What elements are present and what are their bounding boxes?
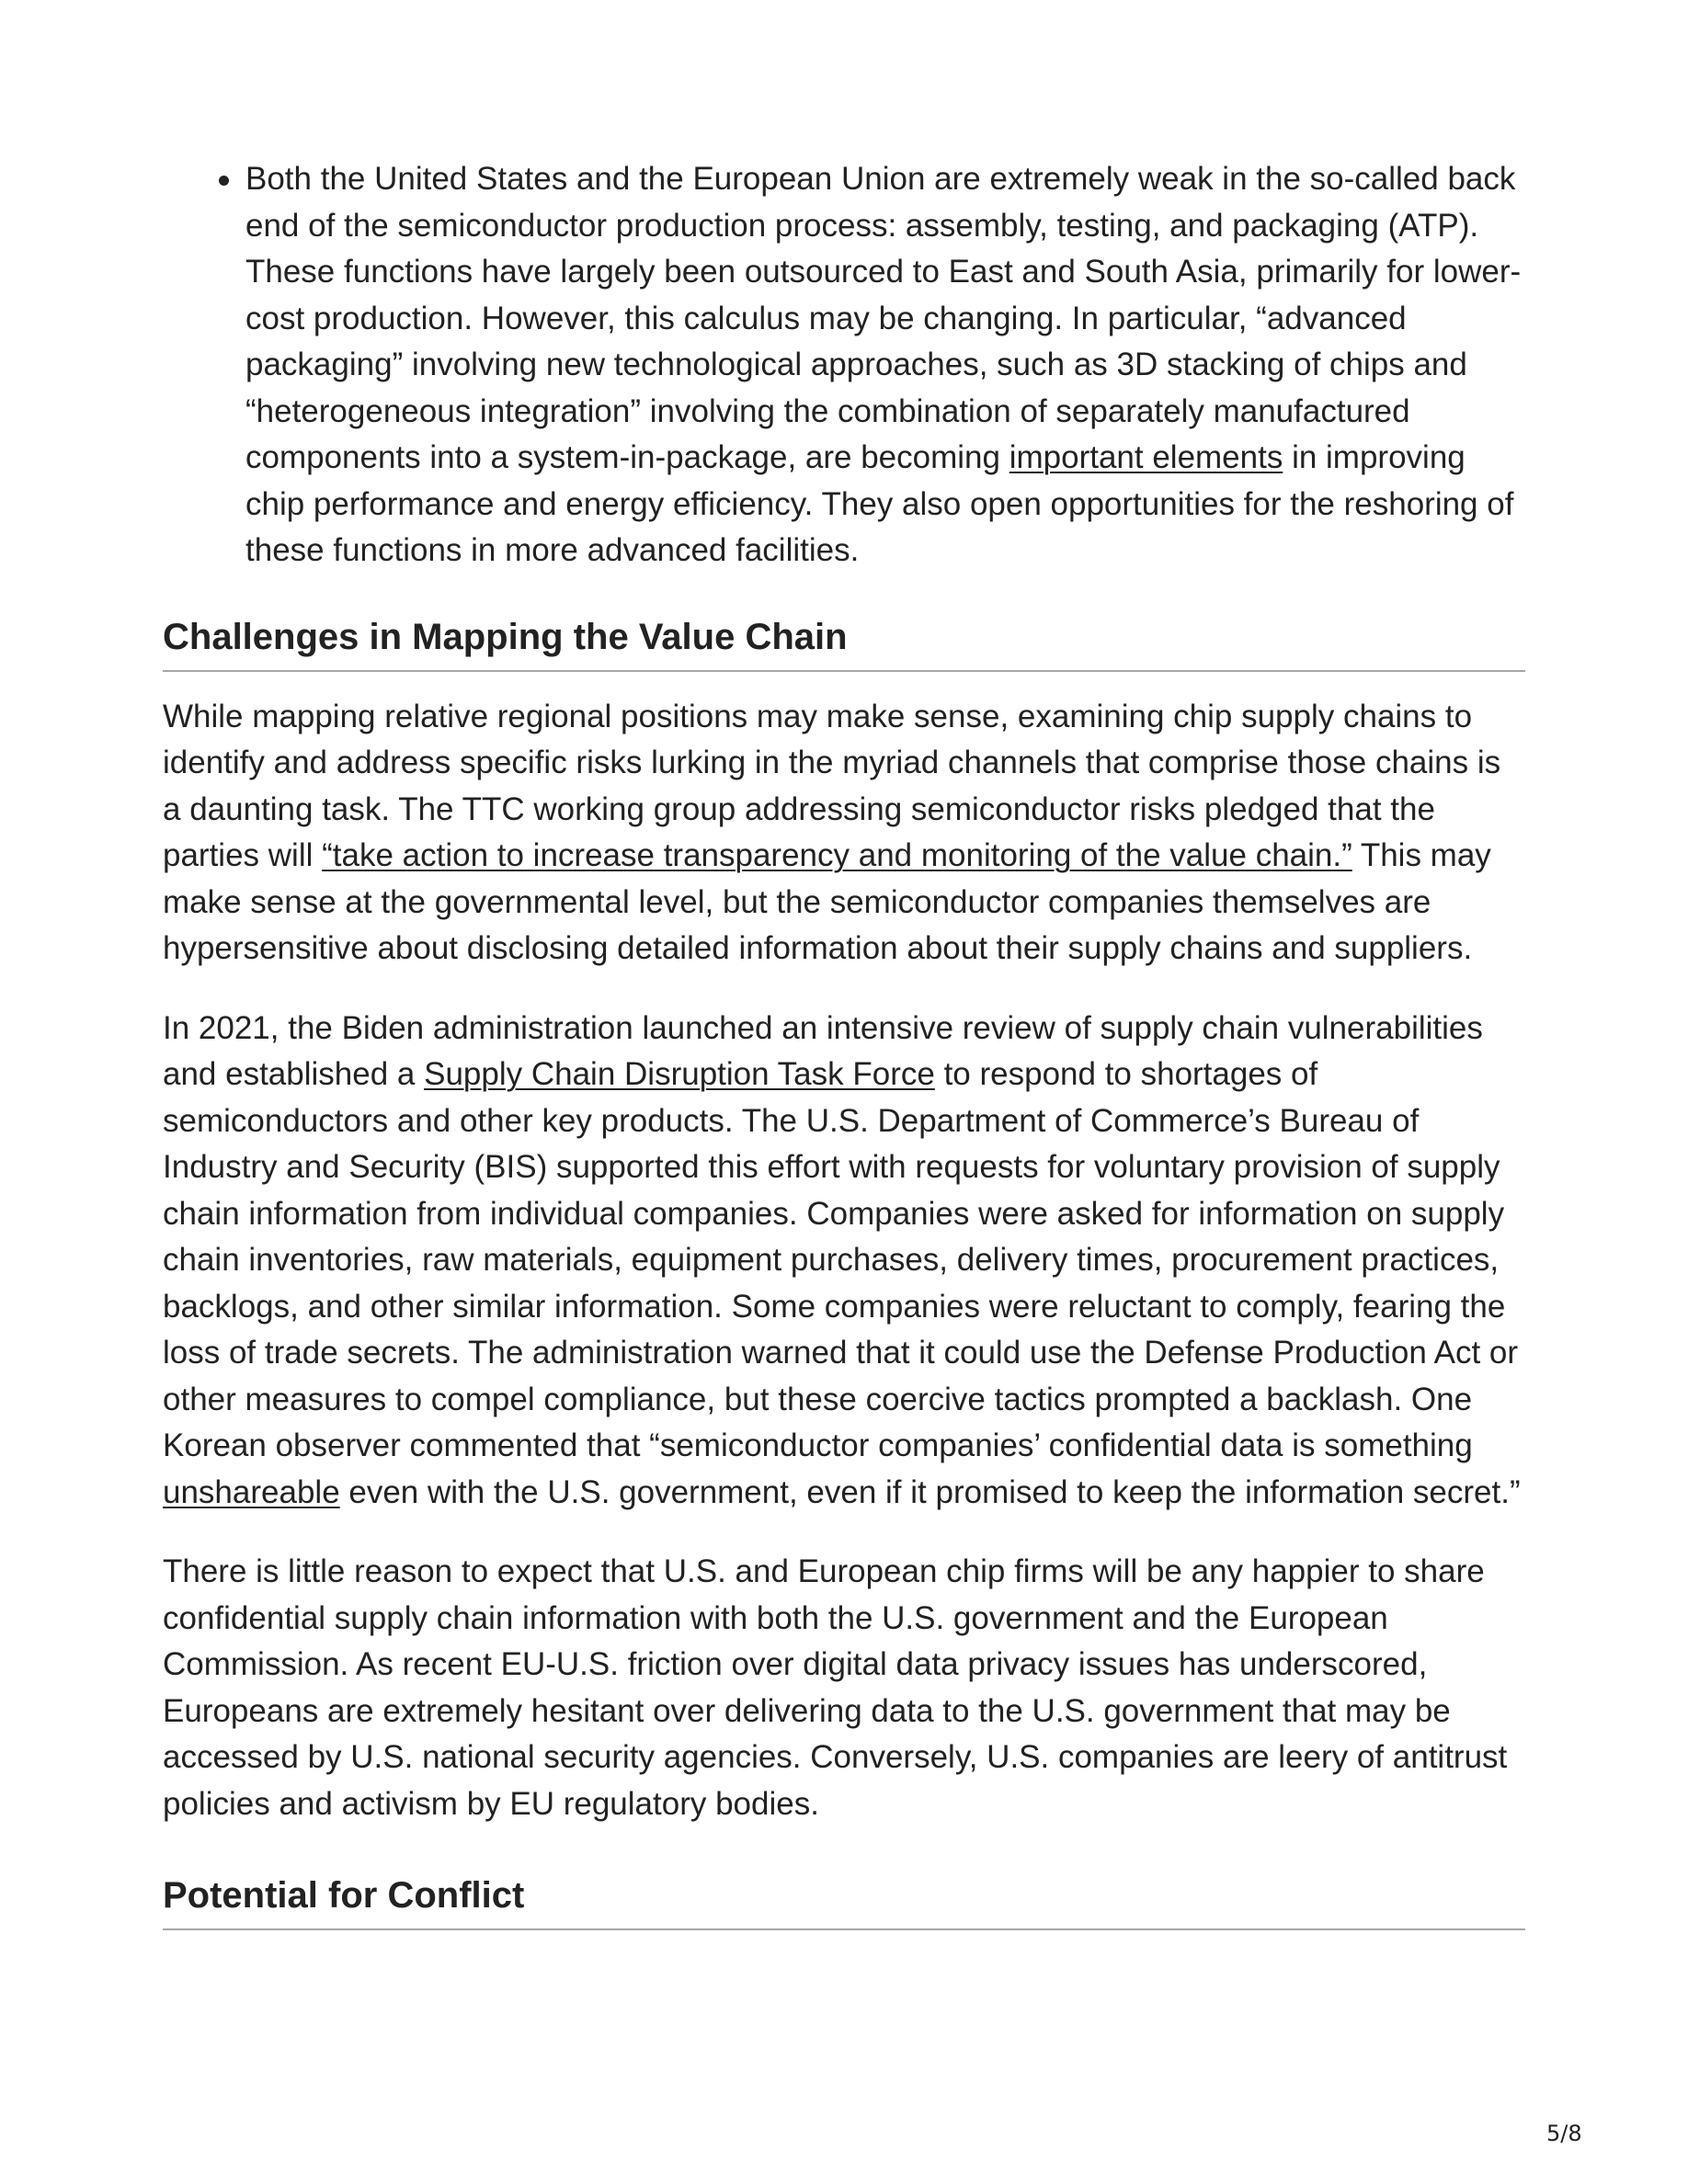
unshareable-link[interactable]: unshareable (163, 1473, 340, 1510)
article-body (163, 156, 1525, 1930)
list-item (245, 156, 1525, 574)
take-action-link[interactable]: “take action to increase transparency and monitoring of the value chain.” (322, 837, 1352, 873)
page-number: 5/8 (1546, 2121, 1582, 2146)
paragraph-2-text-middle: to respond to shortages of semiconductors and other key products. The U.S. Department of Commerce’s Bureau of Industry and Security (BIS) supported this effort with requests for voluntary provision of supply chain information from individual companies. Companies were asked for information on supply chain inventories, raw materials, equipment purchases, delivery times, procurement practices, backlogs, and other similar information. Some companies were reluctant to comply, fearing the loss of trade secrets. The administration warned that it could use the Defense Production Act or other measures to compel compliance, but these coercive tactics prompted a backlash. One Korean observer commented that “semiconductor companies’ confidential data is something (163, 1056, 1519, 1463)
bullet-list (163, 156, 1525, 574)
paragraph-1-text-after: This may make sense at the governmental level, but the semiconductor companies themselves are hypersensitive about disclosing detailed information about their supply chains and suppliers. (163, 837, 1491, 966)
section-heading-challenges: Challenges in Mapping the Value Chain (163, 611, 1525, 672)
paragraph-1 (163, 694, 1525, 973)
important-elements-link[interactable]: important elements (1009, 439, 1283, 475)
bullet-text-before: Both the United States and the European Union are extremely weak in the so-called back end of the semiconductor production process: assembly, testing, and packaging (ATP). These functions have largely been outsourced to East and South Asia, primarily for lower-cost production. However, this calculus may be changing. In particular, “advanced packaging” involving new technological approaches, such as 3D stacking of chips and “heterogeneous integration” involving the combination of separately manufactured components into a system-in-package, are becoming (245, 161, 1522, 475)
task-force-link[interactable]: Supply Chain Disruption Task Force (424, 1056, 935, 1092)
bullet-text-after: in improving chip performance and energy efficiency. They also open opportunities for the reshoring of these functions in more advanced facilities. (245, 439, 1514, 568)
paragraph-2-text-after: even with the U.S. government, even if it promised to keep the information secret.” (339, 1473, 1521, 1510)
paragraph-2-text-before: In 2021, the Biden administration launched an intensive review of supply chain vulnerabilities and established a (163, 1009, 1483, 1092)
paragraph-3: There is little reason to expect that U.S. and European chip firms will be any happier to share confidential supply chain information with both the U.S. government and the European Commission. As recent EU-U.S. friction over digital data privacy issues has underscored, Europeans are extremely hesitant over delivering data to the U.S. government that may be accessed by U.S. national security agencies. Conversely, U.S. companies are leery of antitrust policies and activism by EU regulatory bodies. (163, 1553, 1508, 1822)
section-heading-conflict: Potential for Conflict (163, 1870, 1525, 1930)
paragraph-2 (163, 1006, 1525, 1517)
paragraph-1-text-before: While mapping relative regional positions may make sense, examining chip supply chains to identify and address specific risks lurking in the myriad channels that comprise those chains is a daunting task. The TTC working group addressing semiconductor risks pledged that the parties will (163, 698, 1501, 873)
bullet-dot-icon (219, 176, 229, 186)
